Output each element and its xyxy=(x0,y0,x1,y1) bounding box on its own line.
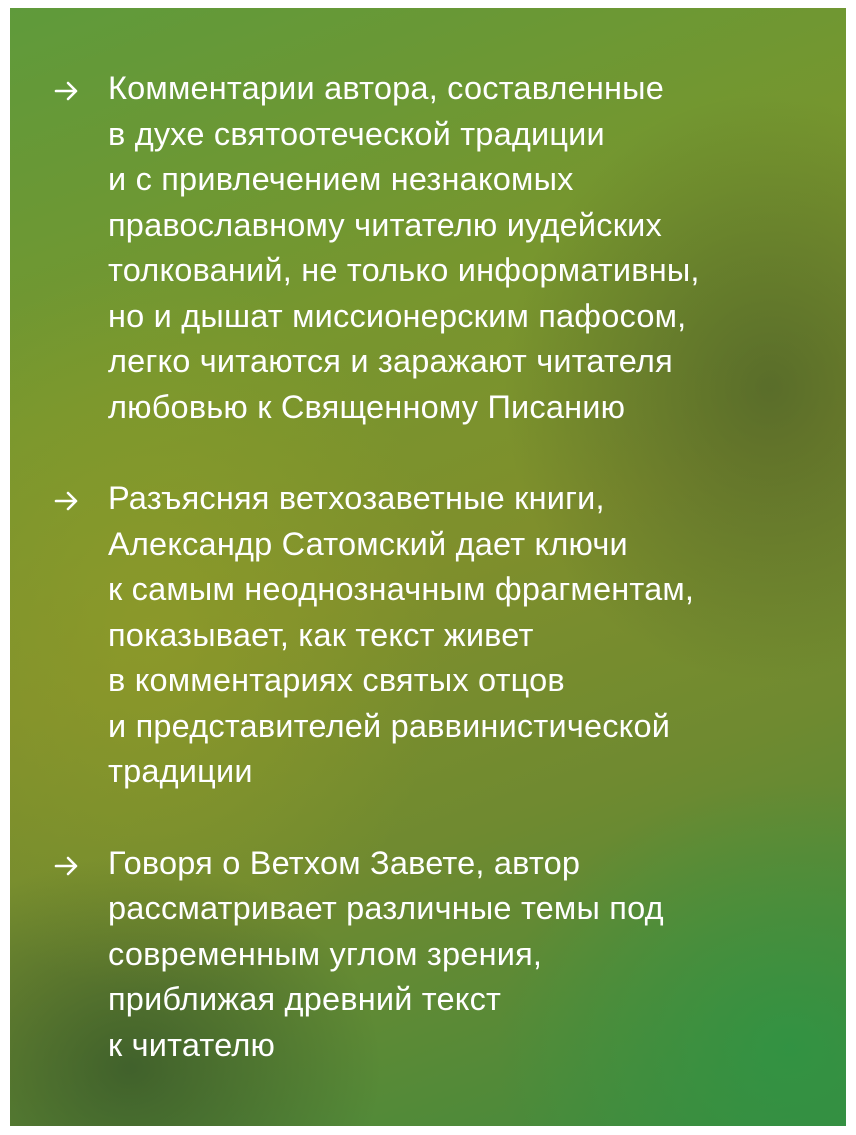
arrow-right-icon xyxy=(52,69,82,113)
list-item xyxy=(10,841,846,1069)
text-line: Комментарии автора, составленные xyxy=(108,70,664,106)
text-line: толкований, не только информативны, xyxy=(108,252,700,288)
text-line: легко читаются и заражают читателя xyxy=(108,343,673,379)
text-line: показывает, как текст живет xyxy=(108,616,534,653)
text-line: Говоря о Ветхом Завете, автор xyxy=(108,844,581,881)
arrow-right-icon xyxy=(52,844,82,888)
text-line: но и дышат миссионерским пафосом, xyxy=(108,297,687,334)
text-line: Разъясняя ветхозаветные книги, xyxy=(108,480,605,516)
text-line: современным углом зрения, xyxy=(108,935,543,972)
text-line: Александр Сатомский дает ключи xyxy=(108,525,628,562)
text-line: к самым неоднозначным фрагментам, xyxy=(108,571,695,607)
text-line: в духе святоотеческой традиции xyxy=(108,115,605,152)
feature-list xyxy=(10,66,846,1114)
list-item xyxy=(10,66,846,430)
text-line: к читателю xyxy=(108,1026,276,1063)
text-line: традиции xyxy=(108,753,253,789)
list-item-text xyxy=(108,841,828,1069)
text-line: и с привлечением незнакомых xyxy=(108,161,574,197)
text-line: православному читателю иудейских xyxy=(108,206,662,243)
green-gradient-card xyxy=(10,8,846,1126)
list-item xyxy=(10,476,846,795)
list-item-text xyxy=(108,476,828,795)
text-line: рассматривает различные темы под xyxy=(108,890,664,926)
list-item-text xyxy=(108,66,828,430)
text-line: в комментариях святых отцов xyxy=(108,662,565,698)
text-line: приближая древний текст xyxy=(108,981,502,1017)
arrow-right-icon xyxy=(52,479,82,523)
text-line: любовью к Священному Писанию xyxy=(108,388,626,425)
text-line: и представителей раввинистической xyxy=(108,707,671,744)
